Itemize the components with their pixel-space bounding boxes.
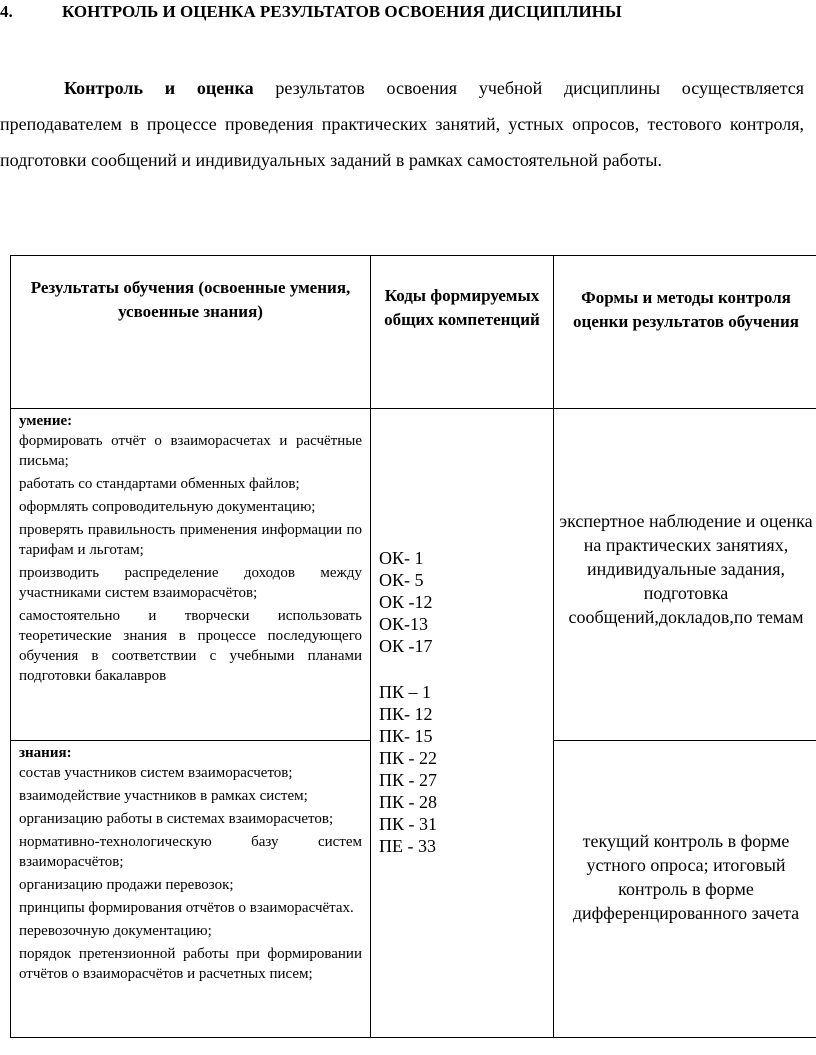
list-item: организацию продажи перевозок; (19, 877, 234, 893)
list-item: порядок претензионной работы при формировании отчётов о взаиморасчётов и расчетных писем; (19, 946, 362, 982)
competence-code: ПК- 12 (379, 704, 433, 724)
section-number: 4. (0, 2, 13, 21)
list-item: взаимодействие участников в рамках систем; (19, 788, 308, 804)
skills-list (19, 431, 362, 686)
list-item: принципы формирования отчётов о взаиморасчётах. (19, 900, 354, 916)
intro-paragraph (0, 70, 804, 178)
competence-code: ПК- 15 (379, 726, 433, 746)
knowledge-cell (11, 741, 371, 1038)
intro-lead: Контроль и оценка (64, 78, 254, 98)
list-item: производить распределение доходов между участниками систем взаиморасчётов; (19, 565, 362, 601)
knowledge-caption: знания: (19, 745, 72, 761)
method-knowledge-text: текущий контроль в форме устного опроса; итоговый контроль в форме дифференцированного зачета (572, 831, 800, 923)
competence-code: ПК – 1 (379, 682, 432, 702)
competence-code: ПК - 28 (379, 792, 437, 812)
list-item: организацию работы в системах взаиморасчетов; (19, 811, 334, 827)
competence-code: ОК-13 (379, 614, 428, 634)
header-results: Результаты обучения (освоенные умения, усвоенные знания) (11, 256, 371, 409)
list-item: нормативно-технологическую базу систем взаиморасчётов; (19, 834, 362, 870)
list-item: состав участников систем взаиморасчетов; (19, 765, 293, 781)
list-item: формировать отчёт о взаиморасчетах и расчётные письма; (19, 433, 362, 469)
competence-code: ПЕ - 33 (379, 836, 436, 856)
intro-text: результатов освоения учебной дисциплины осуществляется преподавателем в процессе проведения практических занятий, устных опросов, тестового контроля, подготовки сообщений и индивидуальных заданий в рамках самостоятельной работы. (0, 78, 804, 170)
competence-code: ПК - 22 (379, 748, 437, 768)
codes-cell (371, 409, 554, 1038)
competence-code: ОК -17 (379, 636, 433, 656)
section-title: КОНТРОЛЬ И ОЦЕНКА РЕЗУЛЬТАТОВ ОСВОЕНИЯ ДИСЦИПЛИНЫ (62, 2, 622, 21)
competence-code: ПК - 31 (379, 814, 437, 834)
method-skills-text: экспертное наблюдение и оценка на практических занятиях, индивидуальные задания, подготовка сообщений,докладов,по темам (559, 511, 813, 627)
list-item: перевозочную документацию; (19, 923, 212, 939)
skills-cell (11, 409, 371, 741)
table-row (11, 409, 816, 741)
knowledge-list (19, 763, 362, 984)
competence-code: ОК -12 (379, 592, 433, 612)
list-item: проверять правильность применения информации по тарифам и льготам; (19, 522, 362, 558)
table-header-row (11, 256, 816, 409)
list-item: самостоятельно и творчески использовать теоретические знания в процессе последующего обучения в соответствии с учебными планами подготовки бакалавров (19, 608, 362, 684)
competence-code: ОК- 5 (379, 570, 424, 590)
codes-pk-list (379, 681, 553, 857)
codes-ok-list (379, 547, 553, 657)
section-heading (0, 2, 810, 22)
competence-code: ОК- 1 (379, 548, 424, 568)
header-methods: Формы и методы контроля оценки результатов обучения (554, 256, 816, 409)
list-item: работать со стандартами обменных файлов; (19, 476, 300, 492)
skills-caption: умение: (19, 413, 73, 429)
list-item: оформлять сопроводительную документацию; (19, 499, 316, 515)
competence-code: ПК - 27 (379, 770, 437, 790)
header-codes: Коды формируемых общих компетенций (371, 256, 554, 409)
results-table (10, 255, 816, 1038)
method-knowledge-cell (554, 741, 816, 1038)
method-skills-cell (554, 409, 816, 741)
